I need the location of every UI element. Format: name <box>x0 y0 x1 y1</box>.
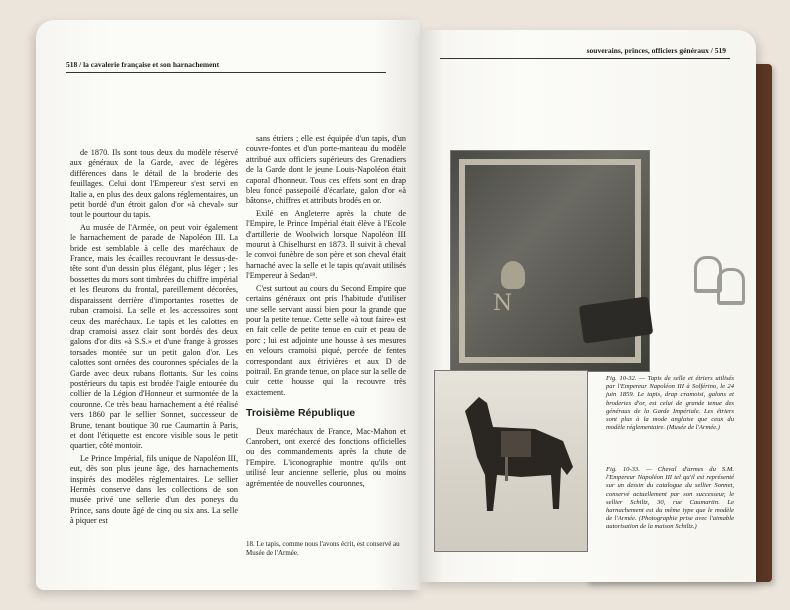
strap-shape <box>579 296 654 343</box>
paragraph: Exilé en Angleterre après la chute de l'Empire, le Prince Impérial était élève à l'Ecole d'artillerie de Woolwich lorsque Napoléon III mourut à Chiselhurst en 1873. Il suivit à cheval le convoi funèbre de son père et son cheval était harnaché avec la selle et le tapis qu'avait utilisés l'Empereur à Sedan¹⁸. <box>246 208 406 281</box>
paragraph: de 1870. Ils sont tous deux du modèle réservé aux généraux de la Garde, avec de légères différences dans le détail de la broderie des feuillages. Celui dont l'Empereur s'est servi en Italie a, en plus des deux galons réglementaires, un petit bordé d'un étroit galon d'or «à cheval» sur tout le pourtour du tapis. <box>70 148 238 220</box>
paragraph: C'est surtout au cours du Second Empire que certains généraux ont pris l'habitude d'utiliser une selle servant aussi bien pour la grande que pour la petite tenue. Cette selle «à tout faire» est en fait celle de petite tenue en cuir et peau de porc ; lui est adjointe une housse à ses mesures en velours cramoisi piqué, percée de fentes correspondant aux étrivières et aux D de poitrail. En grande tenue, on place sur la selle de cuir cette housse qui la recouvre très exactement. <box>246 283 406 397</box>
left-column-b <box>246 134 406 491</box>
footnote: 18. Le tapis, comme nous l'avons écrit, est conservé au Musée de l'Armée. <box>246 540 400 557</box>
right-head-rule <box>440 58 730 59</box>
right-running-head: souverains, princes, officiers généraux / 519 <box>586 46 726 55</box>
paragraph: Au musée de l'Armée, on peut voir également le harnachement de parade de Napoléon III. La bride est semblable à celle des maréchaux de France, mais les écailles recouvrant le dessus-de-tête sont d'un dessin plus élégant, plus léger ; les bossettes du mors sont timbrées du chiffre impérial et les fleurons du frontal, pareillement décorées, disparaissent derrière d'importantes rosettes de ruban cramoisi. La selle et les accessoires sont ceux des maréchaux. Le tapis et les calottes en drap cramoisi assez clair sont bordés des deux galons d'or dits «à S.S.» et d'une frange à grosses torsades montée sur un petit galon d'or. Les calottes sont ornées des couronnes spéciales de la Garde avec deux rubans flottants. Sur les coins postérieurs du tapis est brodée l'aigle entourée du collier de la Légion d'Honneur et surmontée de la couronne. Ce très beau harnachement a été réalisé vers 1860 par le sellier Sonnet, successeur de Brune, tenant boutique 30 rue Caumartin à Paris, et dont l'étiquette est encore visible sous le petit quartier, côté montoir. <box>70 222 238 451</box>
cipher-letter-icon: N <box>493 291 513 316</box>
crown-emblem-icon <box>501 261 525 289</box>
paragraph: Le Prince Impérial, fils unique de Napoléon III, eut, dès son plus jeune âge, des harnachements inspirés des modèles réglementaires. Le sellier Hermès conserve dans les collections de son musée privé une sellerie d'un des poneys du Prince, sans doute âgé de cinq ou six ans. La selle à piquer est <box>70 453 238 526</box>
saddle-cloth-photo <box>450 150 650 372</box>
left-column-a <box>70 148 238 529</box>
figure-caption: Fig. 10-33. — Cheval d'armes du S.M. l'Empereur Napoléon III tel qu'il est représenté sur un dessin du catalogue du sellier Sonnet, conservé actuellement par son successeur, le sellier Schiltz, 30, rue Caumartin. Le harnachement est du même type que le modèle de l'Armée. (Photographie prise avec l'aimable autorisation de la maison Schiltz.) <box>606 466 734 531</box>
horse-drawing <box>434 370 588 552</box>
left-page <box>36 20 420 590</box>
paragraph: sans étriers ; elle est équipée d'un tapis, d'un couvre-fontes et d'un porte-manteau du modèle attribué aux officiers supérieurs des Grenadiers de la Garde dont le jeune Louis-Napoléon était caporal d'honneur. Tous ces effets sont en drap bleu foncé passepoilé d'écarlate, galon d'or «à bâtons», chiffres et attributs brodés en or. <box>246 134 406 206</box>
paragraph: Deux maréchaux de France, Mac-Mahon et Canrobert, ont exercé des fonctions officielles ou des commandements après la chute de l'Empire. L'iconographie montre qu'ils ont utilisé leur ancienne sellerie, plus ou moins agrémentée de nouvelles couronnes, <box>246 426 406 488</box>
figure-caption: Fig. 10-32. — Tapis de selle et étriers utilisés par l'Empereur Napoléon III à Solférino, le 24 juin 1859. Le tapis, drap cramoisi, galons et broderies d'or, est celui de grande tenue des généraux de la Garde Impériale. Les étriers sont plus à la mode anglaise que ceux du modèle réglementaire. (Musée de l'Armée.) <box>606 375 734 432</box>
horse-icon <box>435 371 587 551</box>
left-running-head: 518 / la cavalerie française et son harnachement <box>66 60 220 69</box>
section-heading: Troisième République <box>246 407 356 420</box>
left-head-rule <box>66 72 386 73</box>
stirrup-icon <box>717 268 745 305</box>
right-page <box>420 30 756 582</box>
